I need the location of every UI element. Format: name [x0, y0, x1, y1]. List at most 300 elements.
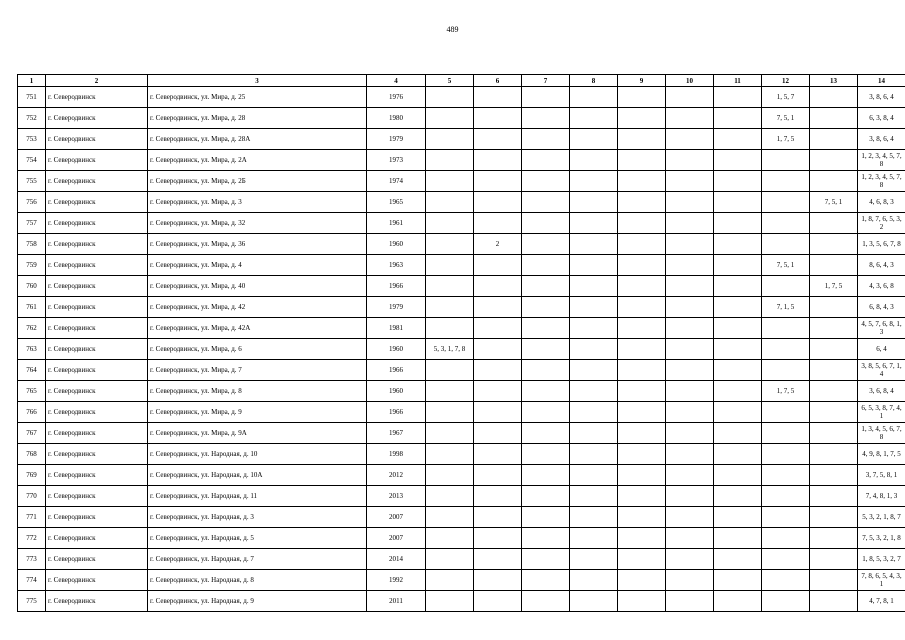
- col14-cell: 5, 3, 2, 1, 8, 7: [858, 507, 905, 528]
- col9-cell: [618, 549, 666, 570]
- year-cell: 1979: [367, 129, 426, 150]
- col9-cell: [618, 423, 666, 444]
- col5-cell: [426, 234, 474, 255]
- col9-cell: [618, 444, 666, 465]
- row-number-cell: 775: [18, 591, 46, 612]
- city-cell: г. Северодвинск: [46, 549, 148, 570]
- table-row: [18, 234, 905, 255]
- address-cell: г. Северодвинск, ул. Мира, д. 42А: [148, 318, 367, 339]
- table-row: [18, 549, 905, 570]
- col13-cell: [810, 507, 858, 528]
- col13-cell: [810, 444, 858, 465]
- row-number-cell: 754: [18, 150, 46, 171]
- col9-cell: [618, 171, 666, 192]
- col10-cell: [666, 486, 714, 507]
- col12-cell: [762, 549, 810, 570]
- col6-cell: [474, 108, 522, 129]
- col6-cell: [474, 507, 522, 528]
- col6-cell: [474, 255, 522, 276]
- col9-cell: [618, 402, 666, 423]
- col13-cell: [810, 318, 858, 339]
- col13-cell: [810, 297, 858, 318]
- table-row: [18, 318, 905, 339]
- col14-cell: 7, 4, 8, 1, 3: [858, 486, 905, 507]
- col8-cell: [570, 549, 618, 570]
- col6-cell: [474, 423, 522, 444]
- col6-cell: [474, 276, 522, 297]
- col9-cell: [618, 129, 666, 150]
- col7-cell: [522, 402, 570, 423]
- col5-cell: [426, 591, 474, 612]
- col11-cell: [714, 465, 762, 486]
- col7-cell: [522, 150, 570, 171]
- col11-cell: [714, 570, 762, 591]
- col12-cell: [762, 465, 810, 486]
- city-cell: г. Северодвинск: [46, 444, 148, 465]
- col7-cell: [522, 381, 570, 402]
- col5-cell: [426, 255, 474, 276]
- row-number-cell: 763: [18, 339, 46, 360]
- address-cell: г. Северодвинск, ул. Мира, д. 2Б: [148, 171, 367, 192]
- col5-cell: [426, 444, 474, 465]
- col10-cell: [666, 381, 714, 402]
- col14-cell: 4, 5, 7, 6, 8, 1, 3: [858, 318, 905, 339]
- address-cell: г. Северодвинск, ул. Народная, д. 9: [148, 591, 367, 612]
- table-row: [18, 213, 905, 234]
- col6-cell: [474, 213, 522, 234]
- col10-cell: [666, 507, 714, 528]
- col9-cell: [618, 570, 666, 591]
- table-row: [18, 423, 905, 444]
- year-cell: 1974: [367, 171, 426, 192]
- address-cell: г. Северодвинск, ул. Мира, д. 9А: [148, 423, 367, 444]
- col8-cell: [570, 213, 618, 234]
- col6-cell: [474, 171, 522, 192]
- col10-cell: [666, 360, 714, 381]
- year-cell: 1992: [367, 570, 426, 591]
- col5-cell: [426, 381, 474, 402]
- column-header: 8: [570, 75, 618, 87]
- col6-cell: [474, 465, 522, 486]
- year-cell: 1966: [367, 402, 426, 423]
- col7-cell: [522, 318, 570, 339]
- table-row: [18, 129, 905, 150]
- year-cell: 1965: [367, 192, 426, 213]
- col7-cell: [522, 276, 570, 297]
- city-cell: г. Северодвинск: [46, 255, 148, 276]
- col7-cell: [522, 213, 570, 234]
- col12-cell: 1, 7, 5: [762, 381, 810, 402]
- col5-cell: 5, 3, 1, 7, 8: [426, 339, 474, 360]
- col7-cell: [522, 486, 570, 507]
- col12-cell: [762, 213, 810, 234]
- column-header: 12: [762, 75, 810, 87]
- col12-cell: [762, 486, 810, 507]
- table-row: [18, 297, 905, 318]
- row-number-cell: 762: [18, 318, 46, 339]
- col10-cell: [666, 87, 714, 108]
- col14-cell: 6, 3, 8, 4: [858, 108, 905, 129]
- col8-cell: [570, 507, 618, 528]
- col11-cell: [714, 108, 762, 129]
- year-cell: 1960: [367, 339, 426, 360]
- col10-cell: [666, 444, 714, 465]
- row-number-cell: 761: [18, 297, 46, 318]
- col11-cell: [714, 234, 762, 255]
- col11-cell: [714, 255, 762, 276]
- col13-cell: [810, 171, 858, 192]
- col12-cell: [762, 339, 810, 360]
- col5-cell: [426, 402, 474, 423]
- col14-cell: 1, 8, 7, 6, 5, 3, 2: [858, 213, 905, 234]
- address-cell: г. Северодвинск, ул. Народная, д. 3: [148, 507, 367, 528]
- column-header: 3: [148, 75, 367, 87]
- col13-cell: [810, 150, 858, 171]
- col6-cell: [474, 339, 522, 360]
- column-header: 9: [618, 75, 666, 87]
- city-cell: г. Северодвинск: [46, 276, 148, 297]
- address-cell: г. Северодвинск, ул. Мира, д. 8: [148, 381, 367, 402]
- column-header: 2: [46, 75, 148, 87]
- col6-cell: [474, 570, 522, 591]
- col8-cell: [570, 339, 618, 360]
- col9-cell: [618, 108, 666, 129]
- col13-cell: [810, 339, 858, 360]
- col12-cell: 7, 1, 5: [762, 297, 810, 318]
- col10-cell: [666, 591, 714, 612]
- column-header: 4: [367, 75, 426, 87]
- col7-cell: [522, 360, 570, 381]
- year-cell: 1966: [367, 276, 426, 297]
- col6-cell: [474, 150, 522, 171]
- col11-cell: [714, 192, 762, 213]
- col7-cell: [522, 591, 570, 612]
- col14-cell: 3, 6, 8, 4: [858, 381, 905, 402]
- col12-cell: [762, 276, 810, 297]
- col5-cell: [426, 486, 474, 507]
- table-row: [18, 255, 905, 276]
- col11-cell: [714, 402, 762, 423]
- col9-cell: [618, 255, 666, 276]
- col7-cell: [522, 570, 570, 591]
- row-number-cell: 758: [18, 234, 46, 255]
- col5-cell: [426, 318, 474, 339]
- col12-cell: [762, 570, 810, 591]
- col13-cell: 7, 5, 1: [810, 192, 858, 213]
- address-cell: г. Северодвинск, ул. Народная, д. 7: [148, 549, 367, 570]
- col14-cell: 6, 4: [858, 339, 905, 360]
- col8-cell: [570, 150, 618, 171]
- city-cell: г. Северодвинск: [46, 591, 148, 612]
- col6-cell: [474, 297, 522, 318]
- col9-cell: [618, 507, 666, 528]
- col6-cell: [474, 591, 522, 612]
- city-cell: г. Северодвинск: [46, 528, 148, 549]
- col12-cell: 7, 5, 1: [762, 255, 810, 276]
- row-number-cell: 770: [18, 486, 46, 507]
- address-cell: г. Северодвинск, ул. Мира, д. 25: [148, 87, 367, 108]
- col9-cell: [618, 192, 666, 213]
- address-cell: г. Северодвинск, ул. Мира, д. 4: [148, 255, 367, 276]
- col6-cell: [474, 87, 522, 108]
- col14-cell: 1, 3, 5, 6, 7, 8: [858, 234, 905, 255]
- col13-cell: [810, 465, 858, 486]
- table-row: [18, 486, 905, 507]
- col14-cell: 3, 8, 5, 6, 7, 1, 4: [858, 360, 905, 381]
- col8-cell: [570, 171, 618, 192]
- col6-cell: [474, 129, 522, 150]
- col5-cell: [426, 171, 474, 192]
- col13-cell: [810, 570, 858, 591]
- col9-cell: [618, 318, 666, 339]
- col10-cell: [666, 339, 714, 360]
- col10-cell: [666, 402, 714, 423]
- col10-cell: [666, 423, 714, 444]
- year-cell: 1967: [367, 423, 426, 444]
- address-cell: г. Северодвинск, ул. Мира, д. 42: [148, 297, 367, 318]
- col7-cell: [522, 171, 570, 192]
- address-cell: г. Северодвинск, ул. Мира, д. 3: [148, 192, 367, 213]
- col6-cell: [474, 444, 522, 465]
- col10-cell: [666, 570, 714, 591]
- col8-cell: [570, 192, 618, 213]
- col5-cell: [426, 87, 474, 108]
- col8-cell: [570, 255, 618, 276]
- table-row: [18, 465, 905, 486]
- year-cell: 2013: [367, 486, 426, 507]
- city-cell: г. Северодвинск: [46, 297, 148, 318]
- year-cell: 1981: [367, 318, 426, 339]
- col13-cell: [810, 381, 858, 402]
- row-number-cell: 755: [18, 171, 46, 192]
- city-cell: г. Северодвинск: [46, 423, 148, 444]
- city-cell: г. Северодвинск: [46, 339, 148, 360]
- col5-cell: [426, 507, 474, 528]
- table-row: [18, 444, 905, 465]
- col11-cell: [714, 87, 762, 108]
- row-number-cell: 751: [18, 87, 46, 108]
- city-cell: г. Северодвинск: [46, 381, 148, 402]
- city-cell: г. Северодвинск: [46, 402, 148, 423]
- col14-cell: 7, 5, 3, 2, 1, 8: [858, 528, 905, 549]
- col7-cell: [522, 234, 570, 255]
- col7-cell: [522, 528, 570, 549]
- col8-cell: [570, 297, 618, 318]
- col5-cell: [426, 549, 474, 570]
- col13-cell: [810, 87, 858, 108]
- address-cell: г. Северодвинск, ул. Народная, д. 10А: [148, 465, 367, 486]
- row-number-cell: 759: [18, 255, 46, 276]
- col13-cell: [810, 486, 858, 507]
- col8-cell: [570, 276, 618, 297]
- col7-cell: [522, 549, 570, 570]
- col7-cell: [522, 444, 570, 465]
- year-cell: 1963: [367, 255, 426, 276]
- col10-cell: [666, 234, 714, 255]
- row-number-cell: 771: [18, 507, 46, 528]
- col13-cell: [810, 255, 858, 276]
- column-header: 7: [522, 75, 570, 87]
- col10-cell: [666, 213, 714, 234]
- col11-cell: [714, 507, 762, 528]
- address-cell: г. Северодвинск, ул. Мира, д. 32: [148, 213, 367, 234]
- year-cell: 2011: [367, 591, 426, 612]
- table-header-row: [18, 75, 905, 87]
- col9-cell: [618, 591, 666, 612]
- col9-cell: [618, 234, 666, 255]
- col5-cell: [426, 213, 474, 234]
- year-cell: 1998: [367, 444, 426, 465]
- year-cell: 1961: [367, 213, 426, 234]
- row-number-cell: 757: [18, 213, 46, 234]
- col5-cell: [426, 360, 474, 381]
- table-row: [18, 171, 905, 192]
- row-number-cell: 772: [18, 528, 46, 549]
- col10-cell: [666, 276, 714, 297]
- col12-cell: [762, 360, 810, 381]
- col10-cell: [666, 108, 714, 129]
- col8-cell: [570, 465, 618, 486]
- city-cell: г. Северодвинск: [46, 570, 148, 591]
- city-cell: г. Северодвинск: [46, 507, 148, 528]
- year-cell: 2007: [367, 507, 426, 528]
- table-row: [18, 150, 905, 171]
- table-row: [18, 87, 905, 108]
- col11-cell: [714, 381, 762, 402]
- table-body: [18, 87, 905, 612]
- col13-cell: [810, 402, 858, 423]
- col5-cell: [426, 423, 474, 444]
- city-cell: г. Северодвинск: [46, 486, 148, 507]
- col11-cell: [714, 444, 762, 465]
- col14-cell: 1, 8, 5, 3, 2, 7: [858, 549, 905, 570]
- col11-cell: [714, 528, 762, 549]
- col14-cell: 1, 2, 3, 4, 5, 7, 8: [858, 171, 905, 192]
- col12-cell: [762, 234, 810, 255]
- col7-cell: [522, 423, 570, 444]
- col12-cell: [762, 150, 810, 171]
- col5-cell: [426, 129, 474, 150]
- col10-cell: [666, 192, 714, 213]
- col6-cell: [474, 486, 522, 507]
- col11-cell: [714, 150, 762, 171]
- col14-cell: 3, 8, 6, 4: [858, 129, 905, 150]
- col7-cell: [522, 129, 570, 150]
- col8-cell: [570, 570, 618, 591]
- table-row: [18, 402, 905, 423]
- table-row: [18, 591, 905, 612]
- year-cell: 1980: [367, 108, 426, 129]
- col8-cell: [570, 318, 618, 339]
- table-row: [18, 108, 905, 129]
- col12-cell: [762, 507, 810, 528]
- col8-cell: [570, 528, 618, 549]
- row-number-cell: 756: [18, 192, 46, 213]
- col7-cell: [522, 465, 570, 486]
- col10-cell: [666, 171, 714, 192]
- address-cell: г. Северодвинск, ул. Мира, д. 7: [148, 360, 367, 381]
- col5-cell: [426, 570, 474, 591]
- col14-cell: 3, 7, 5, 8, 1: [858, 465, 905, 486]
- column-header: 13: [810, 75, 858, 87]
- col6-cell: [474, 192, 522, 213]
- col13-cell: [810, 213, 858, 234]
- year-cell: 1976: [367, 87, 426, 108]
- row-number-cell: 766: [18, 402, 46, 423]
- col10-cell: [666, 297, 714, 318]
- year-cell: 1973: [367, 150, 426, 171]
- col12-cell: [762, 423, 810, 444]
- city-cell: г. Северодвинск: [46, 360, 148, 381]
- col9-cell: [618, 213, 666, 234]
- year-cell: 1960: [367, 234, 426, 255]
- col14-cell: 4, 9, 8, 1, 7, 5: [858, 444, 905, 465]
- year-cell: 1960: [367, 381, 426, 402]
- col12-cell: [762, 318, 810, 339]
- row-number-cell: 773: [18, 549, 46, 570]
- row-number-cell: 753: [18, 129, 46, 150]
- col14-cell: 4, 3, 6, 8: [858, 276, 905, 297]
- col11-cell: [714, 486, 762, 507]
- col11-cell: [714, 297, 762, 318]
- col8-cell: [570, 444, 618, 465]
- column-header: 10: [666, 75, 714, 87]
- table-row: [18, 276, 905, 297]
- city-cell: г. Северодвинск: [46, 87, 148, 108]
- col8-cell: [570, 234, 618, 255]
- col12-cell: 1, 5, 7: [762, 87, 810, 108]
- city-cell: г. Северодвинск: [46, 171, 148, 192]
- col7-cell: [522, 507, 570, 528]
- col12-cell: [762, 192, 810, 213]
- col14-cell: 1, 2, 3, 4, 5, 7, 8: [858, 150, 905, 171]
- table-row: [18, 528, 905, 549]
- col8-cell: [570, 108, 618, 129]
- table-row: [18, 570, 905, 591]
- address-cell: г. Северодвинск, ул. Мира, д. 28А: [148, 129, 367, 150]
- col8-cell: [570, 129, 618, 150]
- col11-cell: [714, 423, 762, 444]
- col13-cell: 1, 7, 5: [810, 276, 858, 297]
- col14-cell: 4, 7, 8, 1: [858, 591, 905, 612]
- col9-cell: [618, 465, 666, 486]
- col13-cell: [810, 549, 858, 570]
- col13-cell: [810, 528, 858, 549]
- column-header: 5: [426, 75, 474, 87]
- city-cell: г. Северодвинск: [46, 150, 148, 171]
- row-number-cell: 765: [18, 381, 46, 402]
- col6-cell: 2: [474, 234, 522, 255]
- col9-cell: [618, 486, 666, 507]
- col9-cell: [618, 297, 666, 318]
- column-header: 1: [18, 75, 46, 87]
- col11-cell: [714, 339, 762, 360]
- city-cell: г. Северодвинск: [46, 213, 148, 234]
- col12-cell: 1, 7, 5: [762, 129, 810, 150]
- col9-cell: [618, 87, 666, 108]
- page-number: 489: [446, 25, 459, 34]
- col13-cell: [810, 129, 858, 150]
- table-row: [18, 339, 905, 360]
- col12-cell: [762, 444, 810, 465]
- col11-cell: [714, 129, 762, 150]
- col14-cell: 4, 6, 8, 3: [858, 192, 905, 213]
- col7-cell: [522, 87, 570, 108]
- address-cell: г. Северодвинск, ул. Народная, д. 11: [148, 486, 367, 507]
- col12-cell: [762, 402, 810, 423]
- row-number-cell: 774: [18, 570, 46, 591]
- buildings-table: [17, 74, 905, 612]
